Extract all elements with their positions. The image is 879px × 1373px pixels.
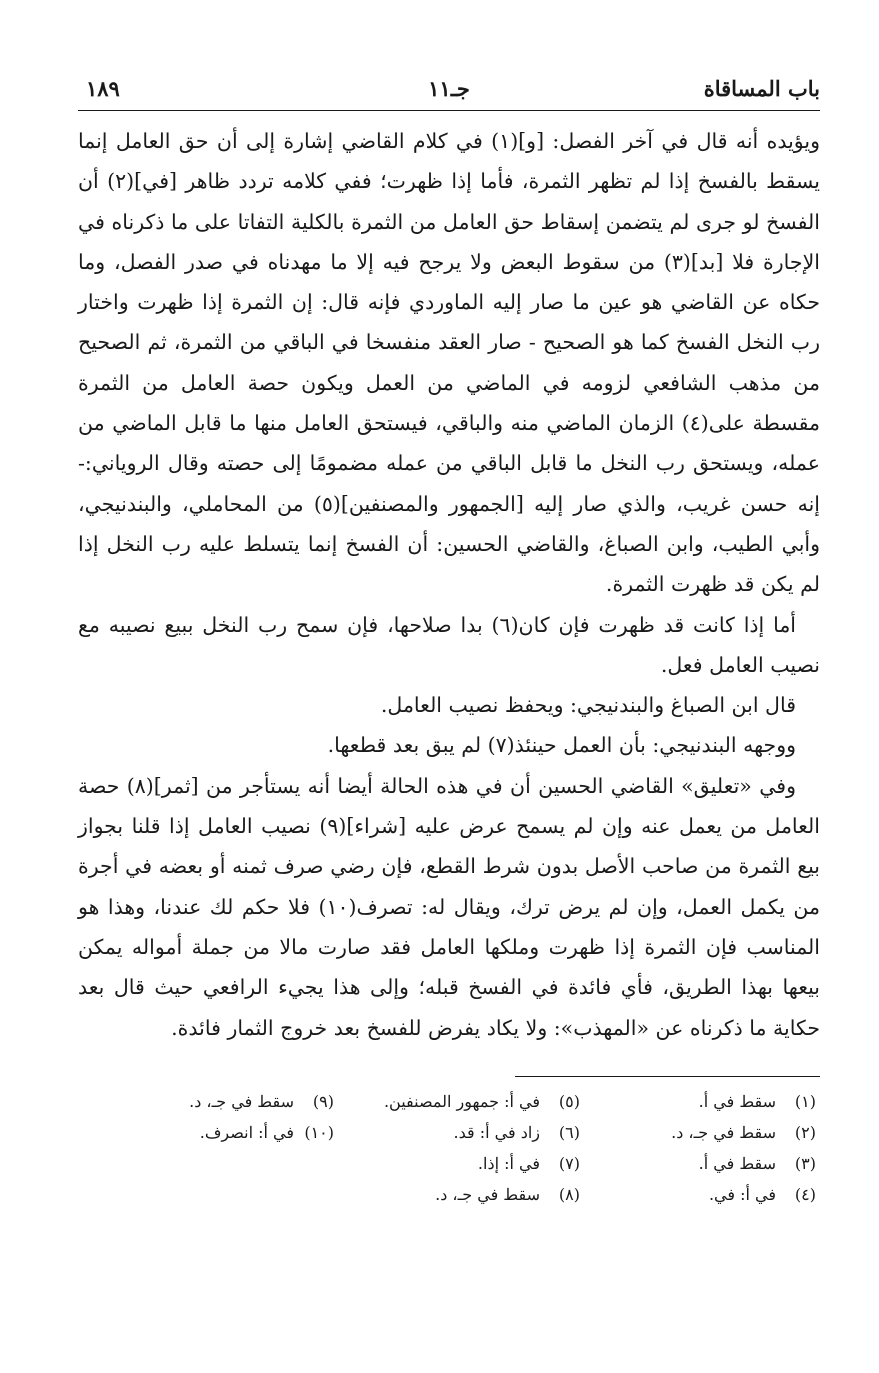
footnote-number: (٦) bbox=[558, 1122, 580, 1142]
footnote-text: سقط في أ. bbox=[698, 1091, 776, 1111]
footnote-2 bbox=[584, 1118, 820, 1147]
main-text bbox=[78, 121, 820, 1048]
footnote-8 bbox=[338, 1180, 584, 1209]
footnote-text: في أ: انصرف. bbox=[199, 1122, 294, 1142]
footnote-7 bbox=[338, 1149, 584, 1178]
footnote-empty bbox=[78, 1149, 338, 1178]
footnote-6 bbox=[338, 1118, 584, 1147]
page-number: ١٨٩ bbox=[86, 76, 120, 101]
footnote-1 bbox=[584, 1087, 820, 1116]
footnote-number: (١٠) bbox=[304, 1122, 334, 1142]
footnote-number: (٩) bbox=[312, 1091, 334, 1111]
footnote-number: (١) bbox=[794, 1091, 816, 1111]
footnote-number: (٧) bbox=[558, 1153, 580, 1173]
footnote-text: في أ: في. bbox=[708, 1184, 776, 1204]
footnote-text: سقط في جـ، د. bbox=[671, 1122, 776, 1142]
volume-label: جـ١١ bbox=[428, 76, 470, 101]
footnotes-list bbox=[78, 1087, 820, 1209]
footnote-number: (٢) bbox=[794, 1122, 816, 1142]
paragraph: ويؤيده أنه قال في آخر الفصل: [و](١) في كلام القاضي إشارة إلى أن حق العامل إنما يسقط بالفسخ إذا لم تظهر الثمرة، فأما إذا ظهرت؛ ففي كلامه تردد ظاهر [في](٢) أن الفسخ لو جرى لم يتضمن إسقاط حق العامل من الثمرة بالكلية التفاتا على ما ذكرناه في الإجارة فلا [بد](٣) من سقوط البعض ولا يرجح فيه إلا ما مهدناه في صدر الفصل، وما حكاه عن القاضي هو عين ما صار إليه الماوردي فإنه قال: إن الثمرة إذا ظهرت واختار رب النخل الفسخ كما هو الصحيح - صار العقد منفسخا في الباقي من الثمرة، ثم الصحيح من مذهب الشافعي لزومه في الماضي من العمل ويكون حصة العامل من الثمرة مقسطة على(٤) الزمان الماضي منه والباقي، فيستحق العامل منها ما قابل الماضي من عمله، ويستحق رب النخل ما قابل الباقي من عمله مضمومًا إلى حصته وقال الروياني:- إنه حسن غريب، والذي صار إليه [الجمهور والمصنفين](٥) من المحاملي، والبندنيجي، وأبي الطيب، وابن الصباغ، والقاضي الحسين: أن الفسخ إنما يتسلط عليه رب النخل إذا لم يكن قد ظهرت الثمرة. bbox=[78, 129, 821, 597]
footnote-3 bbox=[584, 1149, 820, 1178]
footnote-number: (٨) bbox=[558, 1184, 580, 1204]
footnote-number: (٣) bbox=[794, 1153, 816, 1173]
footnote-5 bbox=[338, 1087, 584, 1116]
footnote-text: في أ: جمهور المصنفين. bbox=[383, 1091, 540, 1111]
footnote-text: زاد في أ: قد. bbox=[453, 1122, 540, 1142]
footnote-number: (٥) bbox=[558, 1091, 580, 1111]
footnote-separator bbox=[189, 1076, 820, 1209]
running-header bbox=[78, 70, 820, 111]
footnote-text: سقط في جـ، د. bbox=[435, 1184, 540, 1204]
paragraph: أما إذا كانت قد ظهرت فإن كان(٦) بدا صلاحها، فإن سمح رب النخل ببيع نصيبه مع نصيب العامل فعل. bbox=[78, 612, 820, 677]
paragraph: ووجهه البندنيجي: بأن العمل حينئذ(٧) لم يبق بعد قطعها. bbox=[327, 733, 796, 758]
book-page bbox=[78, 70, 820, 1209]
footnote-text: سقط في جـ، د. bbox=[189, 1091, 294, 1111]
footnote-text: سقط في أ. bbox=[698, 1153, 776, 1173]
paragraph: وفي «تعليق» القاضي الحسين أن في هذه الحالة أيضا أنه يستأجر من [ثمر](٨) حصة العامل من يعمل عنه وإن لم يسمح عرض عليه [شراء](٩) نصيب العامل إذا قلنا بجواز بيع الثمرة من صاحب الأصل بدون شرط القطع، فإن رضي صرف ثمنه أو بعضه في أجرة من يكمل العمل، وإن لم يرض ترك، ويقال له: تصرف(١٠) فلا حكم لك عندنا، وهذا هو المناسب فإن الثمرة إذا ظهرت وملكها العامل فقد صارت مالا من جملة أمواله يمكن بيعها بهذا الطريق، فأي فائدة في الفسخ قبله؛ وإلى هذا يجيء الرافعي حيث قال بعد حكاية ما ذكرناه عن «المهذب»: ولا يكاد يفرض للفسخ بعد خروج الثمار فائدة. bbox=[78, 773, 820, 1040]
paragraph: قال ابن الصباغ والبندنيجي: ويحفظ نصيب العامل. bbox=[380, 693, 796, 718]
chapter-title: باب المساقاة bbox=[703, 76, 820, 101]
footnote-text: في أ: إذا. bbox=[477, 1153, 540, 1173]
footnote-empty bbox=[78, 1180, 338, 1209]
footnote-4 bbox=[584, 1180, 820, 1209]
footnote-9 bbox=[78, 1087, 338, 1116]
footnote-number: (٤) bbox=[794, 1184, 816, 1204]
footnote-10 bbox=[78, 1118, 338, 1147]
